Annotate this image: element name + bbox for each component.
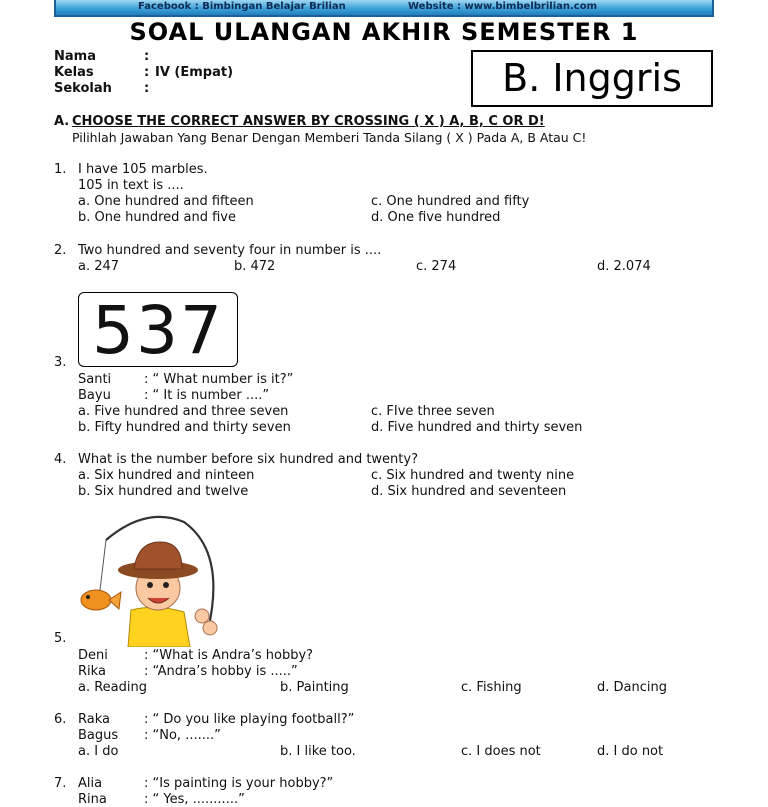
q2-option-d[interactable]: d. 2.074 xyxy=(597,259,651,274)
q5-speaker-1: Deni xyxy=(78,648,108,663)
q6-option-c[interactable]: c. I does not xyxy=(461,744,541,759)
q3-number: 3. xyxy=(54,355,67,370)
q4-number: 4. xyxy=(54,452,67,467)
q4-option-a[interactable]: a. Six hundred and ninteen xyxy=(78,468,255,483)
page-title: SOAL ULANGAN AKHIR SEMESTER 1 xyxy=(129,18,639,46)
q5-dialog-1: : “What is Andra’s hobby? xyxy=(144,648,314,663)
q6-speaker-2: Bagus xyxy=(78,728,119,743)
q7-speaker-1: Alia xyxy=(78,776,103,791)
q4-option-c[interactable]: c. Six hundred and twenty nine xyxy=(371,468,575,483)
subject-box: B. Inggris xyxy=(471,50,713,107)
q2-option-b[interactable]: b. 472 xyxy=(234,259,276,274)
q1-option-b[interactable]: b. One hundred and five xyxy=(78,210,236,225)
kelas-label: Kelas xyxy=(54,65,94,80)
q4-option-d[interactable]: d. Six hundred and seventeen xyxy=(371,484,567,499)
q3-option-a[interactable]: a. Five hundred and three seven xyxy=(78,404,289,419)
section-subinstruction: Pilihlah Jawaban Yang Benar Dengan Memberi Tanda Silang ( X ) Pada A, B Atau C! xyxy=(72,130,587,145)
q3-dialog-1: : “ What number is it?” xyxy=(144,372,294,387)
q5-option-b[interactable]: b. Painting xyxy=(280,680,349,695)
nama-label: Nama xyxy=(54,49,96,64)
q5-option-c[interactable]: c. Fishing xyxy=(461,680,522,695)
q2-option-c[interactable]: c. 274 xyxy=(416,259,457,274)
boy-shirt xyxy=(128,607,190,647)
q1-option-a[interactable]: a. One hundred and fifteen xyxy=(78,194,254,209)
q6-speaker-1: Raka xyxy=(78,712,110,727)
q3-dialog-2: : “ It is number ....” xyxy=(144,388,270,403)
q6-option-a[interactable]: a. I do xyxy=(78,744,119,759)
q3-option-c[interactable]: c. FIve three seven xyxy=(371,404,495,419)
q6-option-d[interactable]: d. I do not xyxy=(597,744,664,759)
q4-option-b[interactable]: b. Six hundred and twelve xyxy=(78,484,249,499)
header-banner xyxy=(54,0,714,17)
boy-fishing-illustration xyxy=(76,512,226,647)
q6-dialog-2: : “No, .......” xyxy=(144,728,221,743)
q2-text: Two hundred and seventy four in number is .... xyxy=(78,243,382,258)
q6-dialog-1: : “ Do you like playing football?” xyxy=(144,712,355,727)
fishing-line xyxy=(100,540,106,590)
sekolah-colon: : xyxy=(144,81,150,96)
q7-number: 7. xyxy=(54,776,67,791)
q4-text: What is the number before six hundred and twenty? xyxy=(78,452,418,467)
q5-option-d[interactable]: d. Dancing xyxy=(597,680,667,695)
section-instruction: CHOOSE THE CORRECT ANSWER BY CROSSING ( X ) A, B, C OR D! xyxy=(72,114,545,129)
section-letter: A. xyxy=(54,114,70,129)
q3-speaker-1: Santi xyxy=(78,372,112,387)
kelas-colon: : xyxy=(144,65,150,80)
q5-option-a[interactable]: a. Reading xyxy=(78,680,147,695)
q1-option-d[interactable]: d. One five hundred xyxy=(371,210,501,225)
q3-option-b[interactable]: b. Fifty hundred and thirty seven xyxy=(78,420,291,435)
q3-speaker-2: Bayu xyxy=(78,388,111,403)
fish-icon xyxy=(81,590,111,610)
q1-text2: 105 in text is .... xyxy=(78,178,184,193)
q5-dialog-2: : “Andra’s hobby is .....” xyxy=(144,664,298,679)
facebook-text: Facebook : Bimbingan Belajar Brilian xyxy=(138,1,346,12)
sekolah-label: Sekolah xyxy=(54,81,112,96)
q7-speaker-2: Rina xyxy=(78,792,107,807)
q7-dialog-1: : “Is painting is your hobby?” xyxy=(144,776,334,791)
kelas-value: IV (Empat) xyxy=(155,65,234,80)
q2-number: 2. xyxy=(54,243,67,258)
q2-option-a[interactable]: a. 247 xyxy=(78,259,120,274)
number-card: 537 xyxy=(78,292,238,367)
q5-speaker-2: Rika xyxy=(78,664,106,679)
q7-dialog-2: : “ Yes, ...........” xyxy=(144,792,245,807)
website-text: Website : www.bimbelbrilian.com xyxy=(408,1,598,12)
q1-option-c[interactable]: c. One hundred and fifty xyxy=(371,194,530,209)
q6-option-b[interactable]: b. I like too. xyxy=(280,744,356,759)
q1-text: I have 105 marbles. xyxy=(78,162,208,177)
q1-number: 1. xyxy=(54,162,67,177)
nama-colon: : xyxy=(144,49,150,64)
q6-number: 6. xyxy=(54,712,67,727)
q5-number: 5. xyxy=(54,631,67,646)
q3-option-d[interactable]: d. Five hundred and thirty seven xyxy=(371,420,583,435)
